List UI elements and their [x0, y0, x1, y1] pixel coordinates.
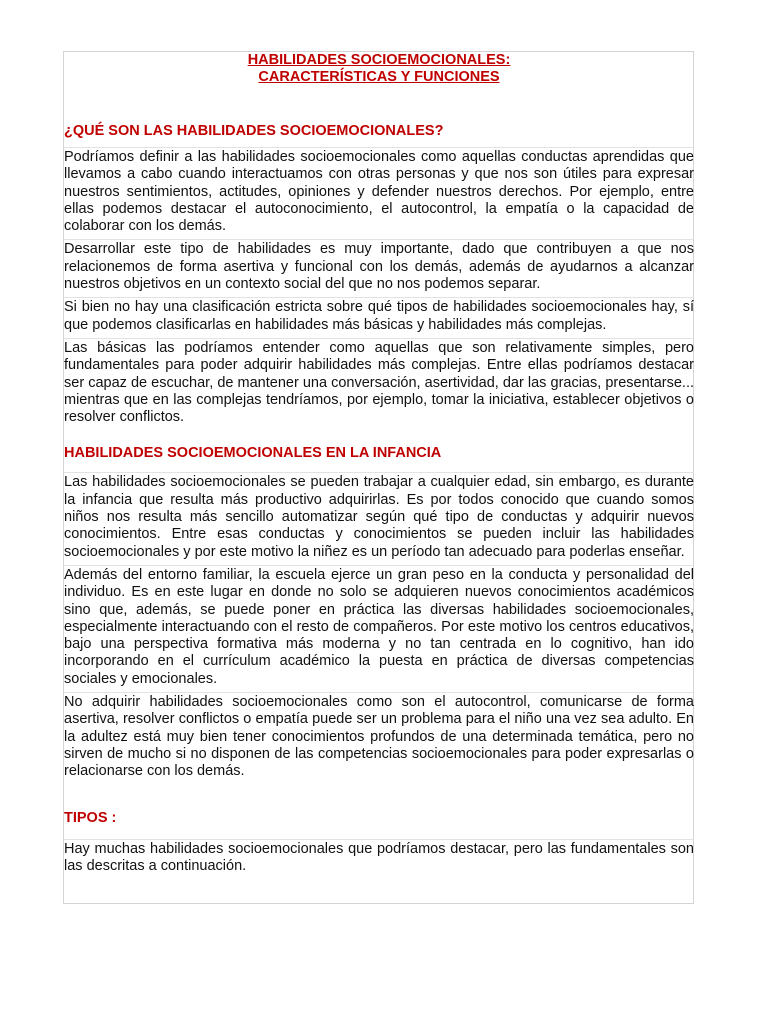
paragraph: No adquirir habilidades socioemocionales como son el autocontrol, comunicarse de forma asertiva, resolver conflictos o empatía puede ser un problema para el niño una vez sea adulto. En la adultez está muy bien tener conocimientos profundos de una determinada temática, pero no sirven de mucho si no disponen de las competencias socioemocionales para poder expresarlas o relacionarse con los demás.	[64, 694, 694, 780]
document-content	[64, 52, 694, 875]
section-heading-infancia: HABILIDADES SOCIOEMOCIONALES EN LA INFANCIA	[64, 445, 442, 462]
paragraph: Las habilidades socioemocionales se pueden trabajar a cualquier edad, sin embargo, es durante la infancia que resulta más productivo adquirirlas. Es por todos conocido que cuando somos niños nos resulta más sencillo automatizar según qué tipo de conductas y adquirir nuevos conocimientos. Entre esas conductas y conocimientos se pueden incluir las habilidades socioemocionales y por este motivo la niñez es un período tan adecuado para poderlas enseñar.	[64, 474, 694, 560]
paragraph: Si bien no hay una clasificación estricta sobre qué tipos de habilidades socioemocionales hay, sí que podemos clasificarlas en habilidades más básicas y habilidades más complejas.	[64, 299, 694, 333]
title-line-1: HABILIDADES SOCIOEMOCIONALES:	[247, 52, 511, 68]
section-heading-tipos: TIPOS :	[64, 809, 117, 826]
paragraph: Podríamos definir a las habilidades socioemocionales como aquellas conductas aprendidas que llevamos a cabo cuando interactuamos con otras personas y que nos son útiles para expresar nuestros sentimientos, actitudes, opiniones y defender nuestros derechos. Por ejemplo, entre ellas podemos destacar el autoconocimiento, el autocontrol, la empatía o la capacidad de colaborar con los demás.	[64, 149, 694, 235]
paragraph: Las básicas las podríamos entender como aquellas que son relativamente simples, pero fundamentales para poder adquirir habilidades más complejas. Entre ellas podríamos destacar ser capaz de escuchar, de mantener una conversación, asertividad, dar las gracias, presentarse... mientras que en las complejas tendríamos, por ejemplo, tomar la iniciativa, establecer objetivos o resolver conflictos.	[64, 339, 694, 426]
paragraph: Hay muchas habilidades socioemocionales que podríamos destacar, pero las fundamentales son las descritas a continuación.	[64, 840, 694, 874]
title-line-2: CARACTERÍSTICAS Y FUNCIONES	[258, 69, 500, 85]
paragraph: Además del entorno familiar, la escuela ejerce un gran peso en la conducta y personalidad del individuo. Es en este lugar en donde no solo se adquieren nuevos conocimientos académicos sino que, además, se puede poner en práctica las diversas habilidades socioemocionales, especialmente interactuando con el resto de compañeros. Por este motivo los centros educativos, bajo una perspectiva formativa más moderna y no tan centrada en lo cognitivo, han ido incorporando en el currículum académico la puesta en práctica de diversas competencias sociales y emocionales.	[64, 566, 694, 687]
section-heading-que-son: ¿QUÉ SON LAS HABILIDADES SOCIOEMOCIONALES?	[64, 123, 444, 139]
document-title	[64, 52, 694, 86]
paragraph: Desarrollar este tipo de habilidades es muy importante, dado que contribuyen a que nos relacionemos de forma asertiva y funcional con los demás, además de ayudarnos a alcanzar nuestros objetivos en un contexto social del que no nos podemos separar.	[64, 241, 694, 293]
